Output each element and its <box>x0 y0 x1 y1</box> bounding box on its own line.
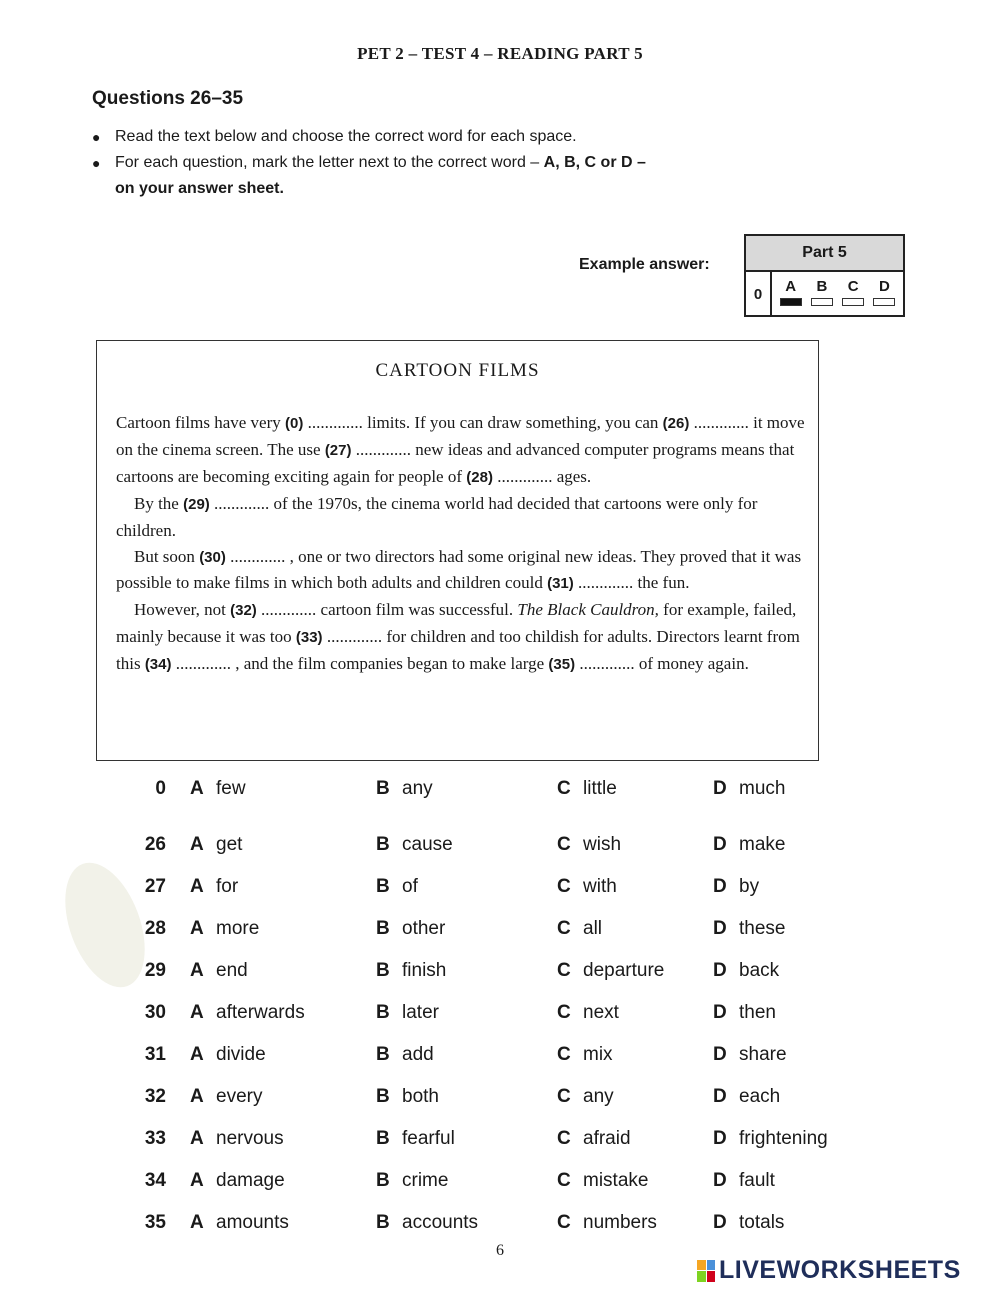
option-c[interactable]: C wish <box>557 834 622 855</box>
question-row-29 <box>0 960 1000 988</box>
option-c[interactable]: C little <box>557 778 617 799</box>
question-number: 34 <box>144 1170 166 1191</box>
question-number: 27 <box>144 876 166 897</box>
story-paragraph-4: However, not (32) ............. cartoon film was successful. The Black Cauldron, for example, failed, mainly because it was too (33) ............. for children and too childish for adults. Directors learnt from this (34) ............. , and the film companies began to make large (35) ............. of money again. <box>116 600 800 674</box>
option-d[interactable]: D each <box>713 1086 781 1107</box>
answer-mark <box>780 298 802 306</box>
option-b[interactable]: B later <box>376 1002 439 1023</box>
bullet-icon: ● <box>92 129 101 145</box>
option-d[interactable]: D back <box>713 960 780 981</box>
question-row-32 <box>0 1086 1000 1114</box>
option-d[interactable]: D fault <box>713 1170 775 1191</box>
example-option-a: A <box>778 278 804 317</box>
example-number: 0 <box>746 272 772 317</box>
question-row-31 <box>0 1044 1000 1072</box>
question-row-33 <box>0 1128 1000 1156</box>
question-number: 29 <box>144 960 166 981</box>
option-a[interactable]: A afterwards <box>190 1002 305 1023</box>
question-number: 32 <box>144 1086 166 1107</box>
option-b[interactable]: B of <box>376 876 418 897</box>
option-d[interactable]: D totals <box>713 1212 785 1233</box>
question-row-28 <box>0 918 1000 946</box>
logo-text: LIVEWORKSHEETS <box>719 1256 961 1284</box>
option-b[interactable]: B cause <box>376 834 453 855</box>
page-number: 6 <box>496 1242 504 1259</box>
option-a[interactable]: A more <box>190 918 260 939</box>
story-paragraph-2: By the (29) ............. of the 1970s, the cinema world had decided that cartoons were only for children. <box>116 493 758 540</box>
example-option-c: C <box>840 278 866 317</box>
option-d[interactable]: D these <box>713 918 786 939</box>
questions-title: Questions 26–35 <box>92 88 244 109</box>
option-b[interactable]: B any <box>376 778 433 799</box>
question-row-27 <box>0 876 1000 904</box>
option-a[interactable]: A divide <box>190 1044 266 1065</box>
option-d[interactable]: D much <box>713 778 786 799</box>
logo-icon <box>697 1260 715 1282</box>
example-option-b: B <box>809 278 835 317</box>
option-a[interactable]: A get <box>190 834 243 855</box>
logo-square <box>697 1260 706 1271</box>
question-row-35 <box>0 1212 1000 1240</box>
answer-mark <box>811 298 833 306</box>
question-row-26 <box>0 834 1000 862</box>
option-a[interactable]: A end <box>190 960 248 981</box>
example-answer-label: Example answer: <box>579 256 710 273</box>
option-b[interactable]: B other <box>376 918 446 939</box>
liveworksheets-logo <box>697 1256 961 1285</box>
instruction-1: Read the text below and choose the correct word for each space. <box>115 128 577 145</box>
example-part-title: Part 5 <box>746 236 903 272</box>
option-c[interactable]: C all <box>557 918 603 939</box>
question-number: 33 <box>144 1128 166 1149</box>
example-answer-box <box>744 234 905 317</box>
option-b[interactable]: B accounts <box>376 1212 479 1233</box>
example-option-d: D <box>871 278 897 317</box>
option-a[interactable]: A damage <box>190 1170 285 1191</box>
option-a[interactable]: A every <box>190 1086 263 1107</box>
question-row-30 <box>0 1002 1000 1030</box>
option-b[interactable]: B fearful <box>376 1128 455 1149</box>
bullet-icon: ● <box>92 155 101 171</box>
option-d[interactable]: D then <box>713 1002 776 1023</box>
option-c[interactable]: C afraid <box>557 1128 631 1149</box>
option-d[interactable]: D make <box>713 834 786 855</box>
question-number: 31 <box>144 1044 166 1065</box>
instructions <box>92 124 646 202</box>
question-number: 35 <box>144 1212 166 1233</box>
option-c[interactable]: C with <box>557 876 617 897</box>
option-d[interactable]: D frightening <box>713 1128 828 1149</box>
story-text <box>116 410 806 678</box>
question-number: 28 <box>144 918 166 939</box>
question-row-34 <box>0 1170 1000 1198</box>
option-c[interactable]: C departure <box>557 960 665 981</box>
logo-square <box>707 1271 716 1282</box>
question-row-0 <box>0 778 1000 806</box>
option-a[interactable]: A nervous <box>190 1128 284 1149</box>
answer-mark <box>842 298 864 306</box>
logo-square <box>707 1260 716 1271</box>
option-a[interactable]: A few <box>190 778 246 799</box>
option-b[interactable]: B add <box>376 1044 434 1065</box>
question-number: 30 <box>144 1002 166 1023</box>
option-c[interactable]: C any <box>557 1086 614 1107</box>
option-a[interactable]: A for <box>190 876 239 897</box>
option-b[interactable]: B finish <box>376 960 447 981</box>
story-title: CARTOON FILMS <box>375 360 540 381</box>
page-header: PET 2 – TEST 4 – READING PART 5 <box>357 44 643 63</box>
instruction-2: For each question, mark the letter next to the correct word – A, B, C or D – <box>115 154 646 171</box>
question-number: 26 <box>144 834 166 855</box>
option-c[interactable]: C mix <box>557 1044 613 1065</box>
option-b[interactable]: B both <box>376 1086 439 1107</box>
option-d[interactable]: D by <box>713 876 760 897</box>
story-paragraph-3: But soon (30) ............. , one or two directors had some original new ideas. They proved that it was possible to make films in which both adults and children could (31) ............. the fun. <box>116 546 802 593</box>
question-number: 0 <box>155 778 166 799</box>
option-b[interactable]: B crime <box>376 1170 449 1191</box>
option-c[interactable]: C numbers <box>557 1212 657 1233</box>
logo-square <box>697 1271 706 1282</box>
option-c[interactable]: C next <box>557 1002 619 1023</box>
option-a[interactable]: A amounts <box>190 1212 289 1233</box>
story-paragraph-1: Cartoon films have very (0) ............. limits. If you can draw something, you can (26) ............. it move on the cinema screen. The use (27) ............. new ideas and advanced computer programs means that cartoons are becoming exciting again for people of (28) ............. ages. <box>116 413 805 486</box>
option-c[interactable]: C mistake <box>557 1170 649 1191</box>
instruction-2-continued: on your answer sheet. <box>115 180 284 197</box>
option-d[interactable]: D share <box>713 1044 787 1065</box>
answer-mark <box>873 298 895 306</box>
